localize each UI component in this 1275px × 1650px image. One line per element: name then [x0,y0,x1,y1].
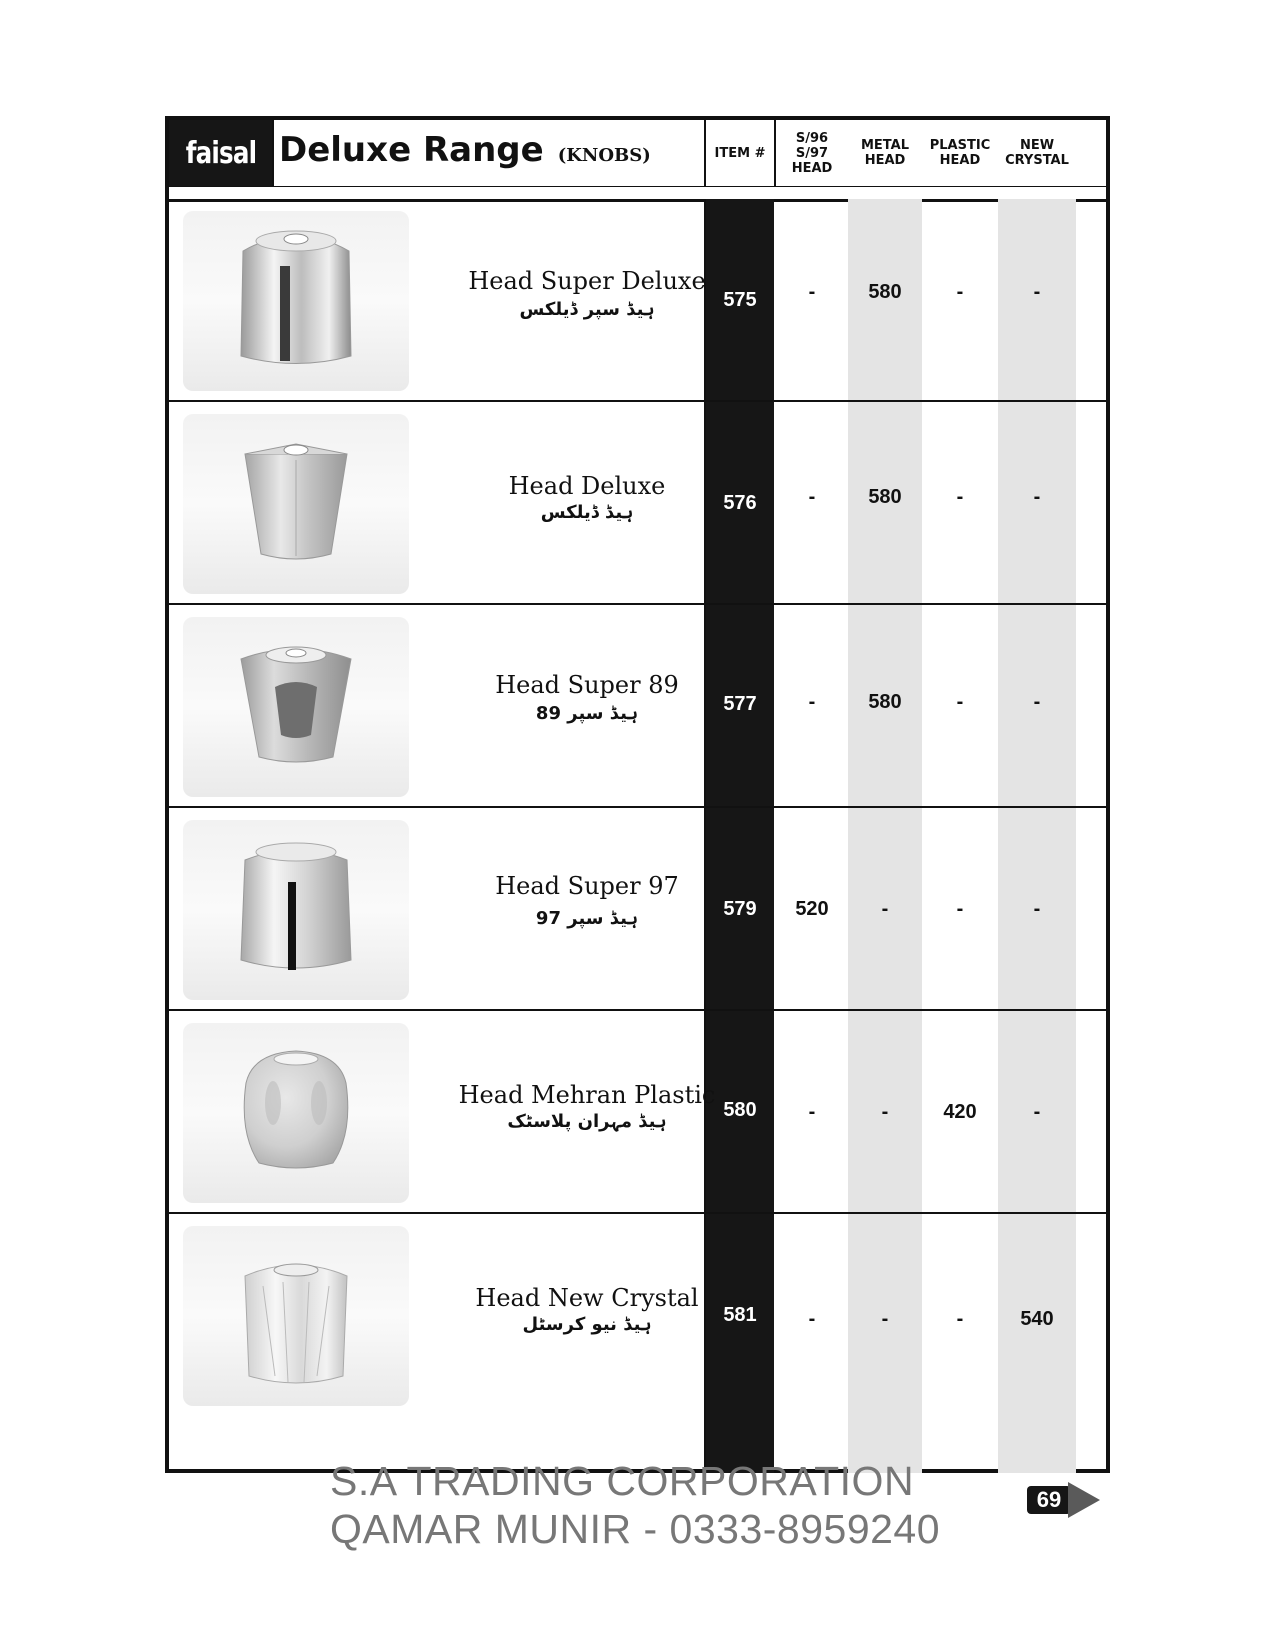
price-plastic: 420 [943,1101,977,1123]
footer-company: S.A TRADING CORPORATION [330,1458,915,1504]
table-row [169,402,1106,603]
price-plastic: - [956,691,964,713]
divider [272,120,274,186]
price-plastic: - [956,486,964,508]
table-row [169,1214,1106,1473]
price-s96: - [808,691,816,713]
price-plastic: - [956,281,964,303]
chrome-knob-octagon-icon [183,820,409,1000]
table-row [169,199,1106,400]
price-metal: 580 [868,486,902,508]
catalog-table [165,116,1110,1473]
product-photo [183,820,409,1000]
price-crystal: 540 [1020,1308,1054,1330]
price-s96: - [808,1308,816,1330]
price-s96: 520 [795,898,829,920]
brand-logo-text: faisal [185,135,256,171]
price-s96: - [808,486,816,508]
col-header-item: ITEM # [714,145,766,161]
product-name: Head Super 89 [495,671,679,699]
chrome-knob-tapered-icon [183,617,409,797]
price-crystal: - [1033,1101,1041,1123]
brand-logo [169,120,272,186]
product-name-urdu: ہیڈ مہران پلاسٹک [507,1111,667,1132]
product-name: Head Deluxe [508,472,666,500]
product-photo [183,617,409,797]
col-header-s96: S/96 S/97 HEAD [791,130,833,176]
price-crystal: - [1033,281,1041,303]
product-name-urdu: ہیڈ سپر 97 [535,908,639,929]
product-name: Head Super 97 [495,872,679,900]
item-number: 576 [723,492,757,514]
product-name-urdu: ہیڈ نیو کرسٹل [522,1314,652,1335]
item-number: 579 [723,898,757,920]
product-name: Head Super Deluxe [468,267,706,295]
table-row [169,1011,1106,1212]
product-name-urdu: ہیڈ سپر 89 [535,703,639,724]
item-number: 580 [723,1099,757,1121]
price-crystal: - [1033,486,1041,508]
price-plastic: - [956,898,964,920]
product-name-urdu: ہیڈ سپر ڈیلکس [519,299,655,320]
footer-contact: QAMAR MUNIR - 0333-8959240 [330,1506,941,1552]
price-metal: - [881,1101,889,1123]
chrome-knob-cylinder-icon [183,211,409,391]
title-sub: (KNOBS) [557,145,651,166]
price-s96: - [808,1101,816,1123]
table-row [169,808,1106,1009]
product-name: Head New Crystal [475,1284,699,1312]
price-metal: - [881,898,889,920]
item-number: 577 [723,693,757,715]
product-name: Head Mehran Plastic [458,1081,716,1109]
table-header [169,120,1106,188]
page-title [279,130,651,180]
price-metal: 580 [868,281,902,303]
chrome-knob-faceted-icon [183,414,409,594]
title-main: Deluxe Range [279,130,544,170]
next-arrow-icon [1064,1480,1104,1520]
item-number: 575 [723,289,757,311]
product-photo [183,211,409,391]
price-plastic: - [956,1308,964,1330]
price-metal: - [881,1308,889,1330]
price-s96: - [808,281,816,303]
item-number: 581 [723,1304,757,1326]
product-photo [183,1226,409,1406]
col-header-plastic: PLASTIC HEAD [929,138,991,168]
col-header-crystal: NEW CRYSTAL [1005,138,1069,168]
product-photo [183,1023,409,1203]
col-header-metal: METAL HEAD [860,138,910,168]
product-photo [183,414,409,594]
price-crystal: - [1033,898,1041,920]
price-crystal: - [1033,691,1041,713]
plastic-knob-dome-icon [183,1023,409,1203]
page-number: 69 [1027,1486,1071,1514]
table-row [169,605,1106,806]
product-name-urdu: ہیڈ ڈیلکس [540,502,634,523]
crystal-knob-icon [183,1226,409,1406]
price-metal: 580 [868,691,902,713]
